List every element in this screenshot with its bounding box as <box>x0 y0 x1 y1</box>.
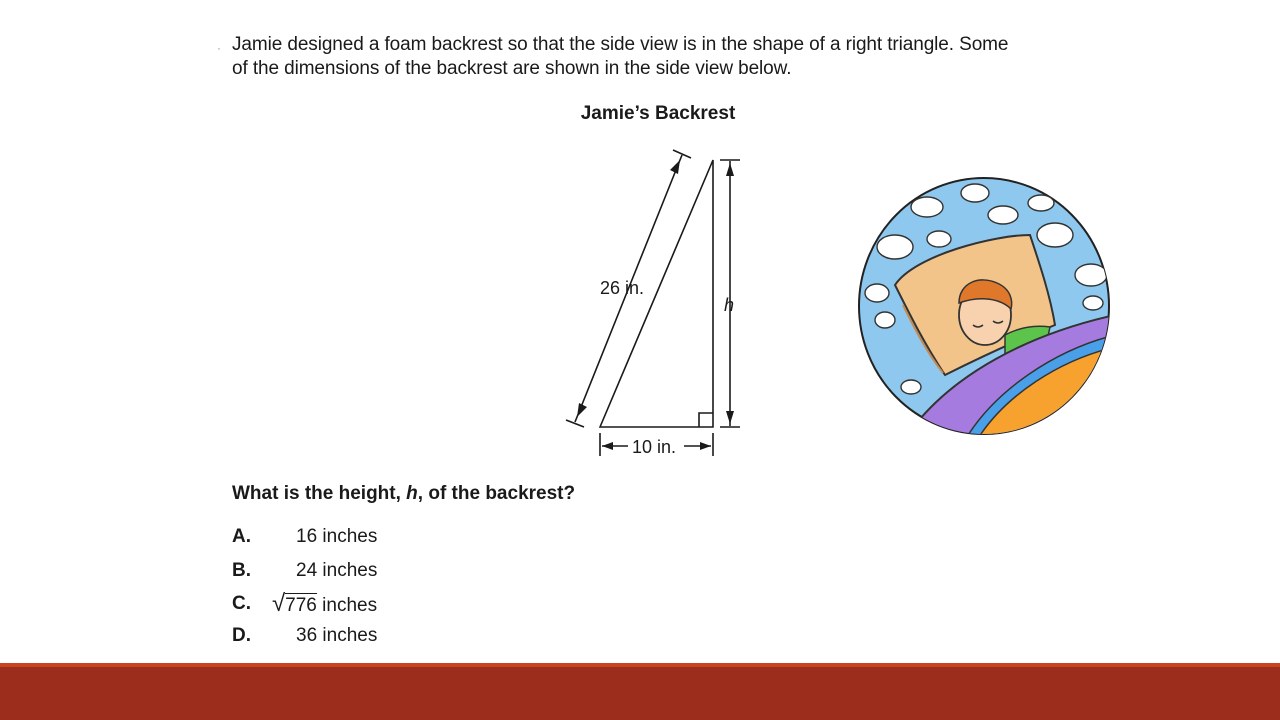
option-text: 36 inches <box>296 625 378 646</box>
footer-bar <box>0 667 1280 720</box>
height-label: h <box>724 295 735 315</box>
backrest-diagram <box>550 140 770 470</box>
bullet-marker: · <box>217 41 221 55</box>
question-text-end: , of the backrest? <box>417 483 576 504</box>
option-text: 16 inches <box>296 526 378 547</box>
question-text-start: What is the height, <box>232 483 407 504</box>
option-letter: C. <box>232 593 251 614</box>
problem-statement-line-2: of the dimensions of the backrest are shown in the side view below. <box>232 58 792 79</box>
right-angle-marker <box>699 413 713 427</box>
hypotenuse-label: 26 in. <box>600 278 645 298</box>
problem-statement-line-1: Jamie designed a foam backrest so that the side view is in the shape of a right triangle. Some <box>232 34 1009 55</box>
problem-statement <box>232 33 1092 81</box>
option-letter: A. <box>232 526 251 547</box>
figure-title: Jamie’s Backrest <box>580 103 736 124</box>
option-letter: B. <box>232 560 251 581</box>
option-unit: inches <box>316 595 378 616</box>
question-variable: h <box>406 483 418 504</box>
question-text <box>232 483 575 505</box>
square-root-symbol: √ <box>272 590 286 617</box>
option-letter: D. <box>232 625 251 646</box>
option-text <box>272 591 377 619</box>
base-label: 10 in. <box>632 437 677 457</box>
option-text: 24 inches <box>296 560 378 581</box>
sleeping-child-icon <box>855 175 1115 440</box>
radicand: 776 <box>285 595 317 616</box>
